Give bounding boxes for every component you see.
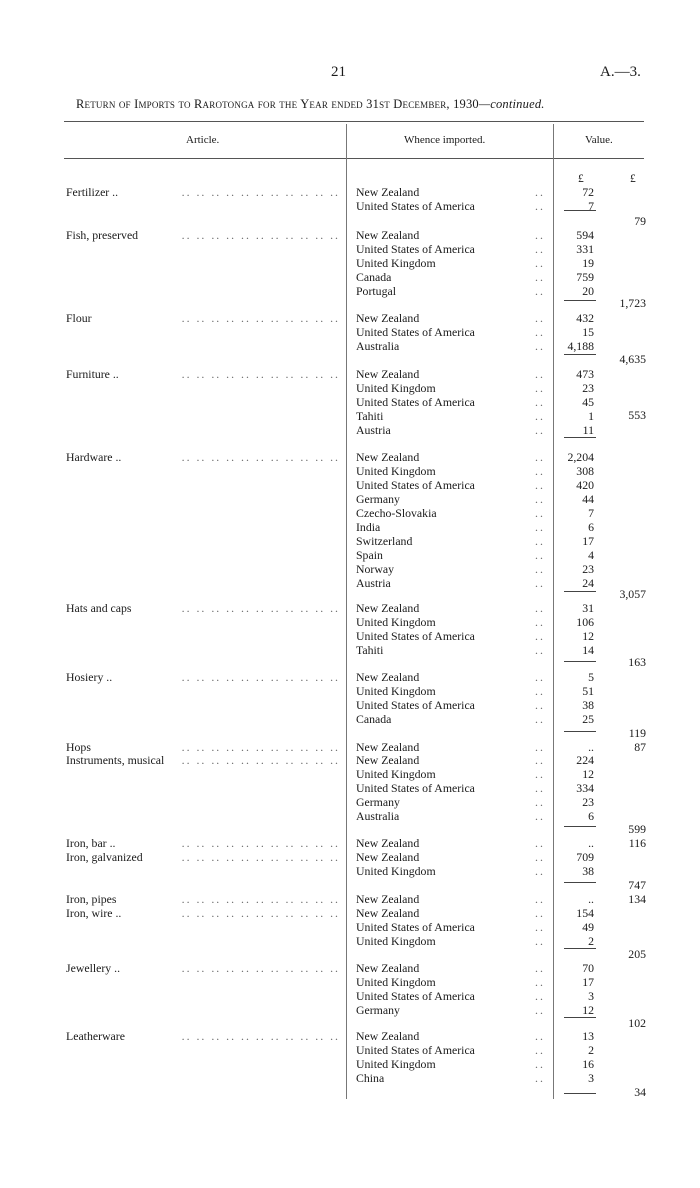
table-row <box>0 670 700 684</box>
header-top-rule <box>64 121 644 122</box>
country-name: Tahiti <box>356 409 384 423</box>
table-row <box>0 339 700 353</box>
article-total: 116 <box>628 836 646 850</box>
country-name: United Kingdom <box>356 767 436 781</box>
country-name: New Zealand <box>356 450 420 464</box>
leader-dots: .. <box>535 698 545 712</box>
country-name: United States of America <box>356 325 475 339</box>
country-name: China <box>356 1071 385 1085</box>
table-row <box>0 934 700 948</box>
article-name: Hops <box>66 740 91 754</box>
leader-dots: .. <box>535 1057 545 1071</box>
leader-dots: .. .. .. .. .. .. .. .. .. .. .. <box>181 906 340 920</box>
table-row <box>0 809 700 823</box>
value-cell: 70 <box>582 961 594 975</box>
value-cell: 72 <box>582 185 594 199</box>
value-cell: 420 <box>576 478 594 492</box>
country-name: United Kingdom <box>356 864 436 878</box>
value-cell: 224 <box>576 753 594 767</box>
table-row <box>0 492 700 506</box>
country-name: Spain <box>356 548 383 562</box>
country-name: New Zealand <box>356 906 420 920</box>
table-row <box>0 381 700 395</box>
value-cell: 17 <box>582 975 594 989</box>
article-total: 134 <box>628 892 646 906</box>
leader-dots: .. .. .. .. .. .. .. .. .. .. .. <box>181 892 340 906</box>
country-name: Switzerland <box>356 534 413 548</box>
country-name: United States of America <box>356 629 475 643</box>
country-name: New Zealand <box>356 228 420 242</box>
table-row <box>0 520 700 534</box>
country-name: United Kingdom <box>356 615 436 629</box>
article-name: Fish, preserved <box>66 228 139 242</box>
leader-dots: .. .. .. .. .. .. .. .. .. .. .. <box>181 836 340 850</box>
table-row <box>0 781 700 795</box>
table-row <box>0 767 700 781</box>
value-cell: 25 <box>582 712 594 726</box>
article-total: 102 <box>628 1016 646 1030</box>
leader-dots: .. <box>535 228 545 242</box>
country-name: United States of America <box>356 478 475 492</box>
table-row <box>0 975 700 989</box>
table-row <box>0 753 700 767</box>
leader-dots: .. <box>535 450 545 464</box>
article-total: 553 <box>628 408 646 422</box>
article-total: 163 <box>628 655 646 669</box>
leader-dots: .. <box>535 920 545 934</box>
leader-dots: .. <box>535 809 545 823</box>
subtotal-rule <box>564 437 596 438</box>
table-title-text: Return of Imports to Rarotonga for the Year ended 31st December, 1930 <box>76 97 479 111</box>
leader-dots: .. .. .. .. .. .. .. .. .. .. .. <box>181 367 340 381</box>
subtotal-rule <box>564 210 596 211</box>
article-total: 87 <box>634 740 646 754</box>
article-name: Furniture .. <box>66 367 119 381</box>
country-name: Tahiti <box>356 643 384 657</box>
leader-dots: .. <box>535 381 545 395</box>
table-row <box>0 242 700 256</box>
leader-dots: .. <box>535 975 545 989</box>
leader-dots: .. <box>535 712 545 726</box>
value-cell: 12 <box>582 1003 594 1017</box>
leader-dots: .. .. .. .. .. .. .. .. .. .. .. <box>181 740 340 754</box>
country-name: New Zealand <box>356 367 420 381</box>
value-cell: 44 <box>582 492 594 506</box>
table-row <box>0 920 700 934</box>
leader-dots: .. <box>535 1029 545 1043</box>
value-cell: 45 <box>582 395 594 409</box>
country-name: United Kingdom <box>356 381 436 395</box>
leader-dots: .. <box>535 548 545 562</box>
value-cell: 1 <box>588 409 594 423</box>
leader-dots: .. <box>535 520 545 534</box>
leader-dots: .. .. .. .. .. .. .. .. .. .. .. <box>181 670 340 684</box>
value-cell: 4 <box>588 548 594 562</box>
country-name: United States of America <box>356 920 475 934</box>
country-name: United States of America <box>356 395 475 409</box>
value-cell: 31 <box>582 601 594 615</box>
table-row <box>0 961 700 975</box>
article-total: 4,635 <box>619 352 646 366</box>
value-cell: 154 <box>576 906 594 920</box>
country-name: Portugal <box>356 284 396 298</box>
table-row <box>0 1003 700 1017</box>
leader-dots: .. <box>535 615 545 629</box>
leader-dots: .. <box>535 423 545 437</box>
table-row <box>0 989 700 1003</box>
leader-dots: .. <box>535 753 545 767</box>
value-cell: .. <box>588 836 594 850</box>
country-name: India <box>356 520 381 534</box>
value-cell: 15 <box>582 325 594 339</box>
value-cell: 308 <box>576 464 594 478</box>
value-cell: 49 <box>582 920 594 934</box>
table-row <box>0 395 700 409</box>
leader-dots: .. <box>535 325 545 339</box>
article-total: 34 <box>634 1085 646 1099</box>
value-cell: 7 <box>588 506 594 520</box>
value-cell: .. <box>588 740 594 754</box>
leader-dots: .. .. .. .. .. .. .. .. .. .. .. <box>181 185 340 199</box>
unit-total-column: £ <box>630 173 636 185</box>
article-name: Jewellery .. <box>66 961 121 975</box>
value-cell: 14 <box>582 643 594 657</box>
column-header-article: Article. <box>186 134 220 146</box>
leader-dots: .. <box>535 576 545 590</box>
country-name: New Zealand <box>356 311 420 325</box>
value-cell: 7 <box>588 199 594 213</box>
leader-dots: .. <box>535 367 545 381</box>
table-row <box>0 629 700 643</box>
header-bottom-rule <box>64 158 644 159</box>
table-row <box>0 850 700 864</box>
article-total: 1,723 <box>619 296 646 310</box>
article-name: Hosiery .. <box>66 670 113 684</box>
leader-dots: .. <box>535 781 545 795</box>
country-name: Germany <box>356 795 400 809</box>
table-row <box>0 712 700 726</box>
country-name: Czecho-Slovakia <box>356 506 437 520</box>
article-total: 119 <box>628 726 646 740</box>
country-name: United States of America <box>356 989 475 1003</box>
table-row <box>0 311 700 325</box>
value-cell: 432 <box>576 311 594 325</box>
table-row <box>0 684 700 698</box>
value-cell: 2 <box>588 934 594 948</box>
leader-dots: .. <box>535 629 545 643</box>
page-reference: A.—3. <box>600 64 641 80</box>
value-cell: 331 <box>576 242 594 256</box>
leader-dots: .. <box>535 934 545 948</box>
country-name: Austria <box>356 423 391 437</box>
leader-dots: .. <box>535 961 545 975</box>
value-cell: 11 <box>582 423 594 437</box>
value-cell: 20 <box>582 284 594 298</box>
leader-dots: .. <box>535 284 545 298</box>
leader-dots: .. .. .. .. .. .. .. .. .. .. .. <box>181 228 340 242</box>
leader-dots: .. <box>535 767 545 781</box>
leader-dots: .. <box>535 684 545 698</box>
value-cell: 334 <box>576 781 594 795</box>
article-total: 205 <box>628 947 646 961</box>
value-cell: 3 <box>588 1071 594 1085</box>
article-name: Fertilizer .. <box>66 185 119 199</box>
leader-dots: .. <box>535 795 545 809</box>
country-name: Germany <box>356 492 400 506</box>
article-total: 747 <box>628 878 646 892</box>
table-row <box>0 1043 700 1057</box>
table-row <box>0 506 700 520</box>
value-cell: .. <box>588 892 594 906</box>
unit-value-column: £ <box>578 173 584 185</box>
leader-dots: .. <box>535 534 545 548</box>
table-row <box>0 325 700 339</box>
leader-dots: .. <box>535 492 545 506</box>
country-name: New Zealand <box>356 601 420 615</box>
leader-dots: .. <box>535 311 545 325</box>
leader-dots: .. <box>535 989 545 1003</box>
value-cell: 24 <box>582 576 594 590</box>
country-name: United States of America <box>356 698 475 712</box>
value-cell: 13 <box>582 1029 594 1043</box>
country-name: United Kingdom <box>356 684 436 698</box>
value-cell: 12 <box>582 767 594 781</box>
leader-dots: .. <box>535 836 545 850</box>
leader-dots: .. <box>535 1071 545 1085</box>
table-row <box>0 256 700 270</box>
table-row <box>0 228 700 242</box>
leader-dots: .. <box>535 339 545 353</box>
leader-dots: .. <box>535 409 545 423</box>
value-cell: 19 <box>582 256 594 270</box>
leader-dots: .. <box>535 643 545 657</box>
leader-dots: .. <box>535 256 545 270</box>
article-total: 79 <box>634 214 646 228</box>
value-cell: 594 <box>576 228 594 242</box>
country-name: New Zealand <box>356 961 420 975</box>
value-cell: 759 <box>576 270 594 284</box>
table-row <box>0 906 700 920</box>
leader-dots: .. .. .. .. .. .. .. .. .. .. .. <box>181 961 340 975</box>
table-row <box>0 601 700 615</box>
value-cell: 473 <box>576 367 594 381</box>
leader-dots: .. <box>535 892 545 906</box>
article-name: Iron, wire .. <box>66 906 122 920</box>
value-cell: 709 <box>576 850 594 864</box>
leader-dots: .. <box>535 506 545 520</box>
table-row <box>0 185 700 199</box>
table-title-continued: —continued. <box>478 97 545 111</box>
country-name: Australia <box>356 809 400 823</box>
table-row <box>0 1057 700 1071</box>
value-cell: 2,204 <box>567 450 594 464</box>
country-name: Canada <box>356 270 392 284</box>
value-cell: 6 <box>588 809 594 823</box>
value-cell: 5 <box>588 670 594 684</box>
country-name: United States of America <box>356 242 475 256</box>
table-row <box>0 1071 700 1085</box>
leader-dots: .. <box>535 670 545 684</box>
leader-dots: .. <box>535 740 545 754</box>
country-name: New Zealand <box>356 836 420 850</box>
country-name: United States of America <box>356 1043 475 1057</box>
leader-dots: .. <box>535 464 545 478</box>
value-cell: 12 <box>582 629 594 643</box>
country-name: New Zealand <box>356 670 420 684</box>
leader-dots: .. <box>535 864 545 878</box>
value-cell: 3 <box>588 989 594 1003</box>
table-row <box>0 562 700 576</box>
country-name: United Kingdom <box>356 975 436 989</box>
country-name: United Kingdom <box>356 464 436 478</box>
table-row <box>0 795 700 809</box>
table-row <box>0 423 700 437</box>
article-name: Instruments, musical <box>66 753 165 767</box>
table-row <box>0 1029 700 1043</box>
table-row <box>0 478 700 492</box>
leader-dots: .. .. .. .. .. .. .. .. .. .. .. <box>181 311 340 325</box>
table-title <box>76 97 545 112</box>
article-name: Flour <box>66 311 92 325</box>
leader-dots: .. <box>535 1043 545 1057</box>
article-name: Leatherware <box>66 1029 125 1043</box>
leader-dots: .. <box>535 242 545 256</box>
value-cell: 23 <box>582 562 594 576</box>
article-name: Hardware .. <box>66 450 122 464</box>
value-cell: 51 <box>582 684 594 698</box>
table-row <box>0 698 700 712</box>
leader-dots: .. <box>535 601 545 615</box>
leader-dots: .. .. .. .. .. .. .. .. .. .. .. <box>181 753 340 767</box>
column-header-value: Value. <box>585 134 613 146</box>
value-cell: 2 <box>588 1043 594 1057</box>
article-name: Iron, pipes <box>66 892 117 906</box>
value-cell: 16 <box>582 1057 594 1071</box>
table-row <box>0 464 700 478</box>
value-cell: 6 <box>588 520 594 534</box>
leader-dots: .. .. .. .. .. .. .. .. .. .. .. <box>181 850 340 864</box>
value-cell: 23 <box>582 795 594 809</box>
country-name: New Zealand <box>356 892 420 906</box>
country-name: United Kingdom <box>356 1057 436 1071</box>
table-row <box>0 615 700 629</box>
value-cell: 23 <box>582 381 594 395</box>
table-row <box>0 548 700 562</box>
leader-dots: .. <box>535 185 545 199</box>
article-name: Iron, bar .. <box>66 836 116 850</box>
value-cell: 17 <box>582 534 594 548</box>
value-cell: 38 <box>582 698 594 712</box>
leader-dots: .. <box>535 478 545 492</box>
leader-dots: .. <box>535 1003 545 1017</box>
table-row <box>0 367 700 381</box>
leader-dots: .. .. .. .. .. .. .. .. .. .. .. <box>181 601 340 615</box>
country-name: Germany <box>356 1003 400 1017</box>
country-name: United Kingdom <box>356 934 436 948</box>
article-name: Iron, galvanized <box>66 850 143 864</box>
country-name: New Zealand <box>356 753 420 767</box>
leader-dots: .. <box>535 270 545 284</box>
value-cell: 38 <box>582 864 594 878</box>
country-name: United States of America <box>356 199 475 213</box>
table-row <box>0 270 700 284</box>
value-cell: 4,188 <box>567 339 594 353</box>
leader-dots: .. <box>535 562 545 576</box>
leader-dots: .. .. .. .. .. .. .. .. .. .. .. <box>181 1029 340 1043</box>
table-row <box>0 450 700 464</box>
country-name: New Zealand <box>356 1029 420 1043</box>
country-name: Australia <box>356 339 400 353</box>
country-name: New Zealand <box>356 740 420 754</box>
country-name: Canada <box>356 712 392 726</box>
table-row <box>0 864 700 878</box>
leader-dots: .. <box>535 199 545 213</box>
country-name: Austria <box>356 576 391 590</box>
leader-dots: .. <box>535 906 545 920</box>
country-name: United Kingdom <box>356 256 436 270</box>
country-name: United States of America <box>356 781 475 795</box>
country-name: New Zealand <box>356 185 420 199</box>
article-total: 3,057 <box>619 587 646 601</box>
leader-dots: .. .. .. .. .. .. .. .. .. .. .. <box>181 450 340 464</box>
article-name: Hats and caps <box>66 601 132 615</box>
page-number: 21 <box>331 64 346 80</box>
leader-dots: .. <box>535 850 545 864</box>
article-total: 599 <box>628 822 646 836</box>
leader-dots: .. <box>535 395 545 409</box>
column-header-whence: Whence imported. <box>404 134 486 146</box>
country-name: Norway <box>356 562 395 576</box>
value-cell: 106 <box>576 615 594 629</box>
table-row <box>0 534 700 548</box>
country-name: New Zealand <box>356 850 420 864</box>
